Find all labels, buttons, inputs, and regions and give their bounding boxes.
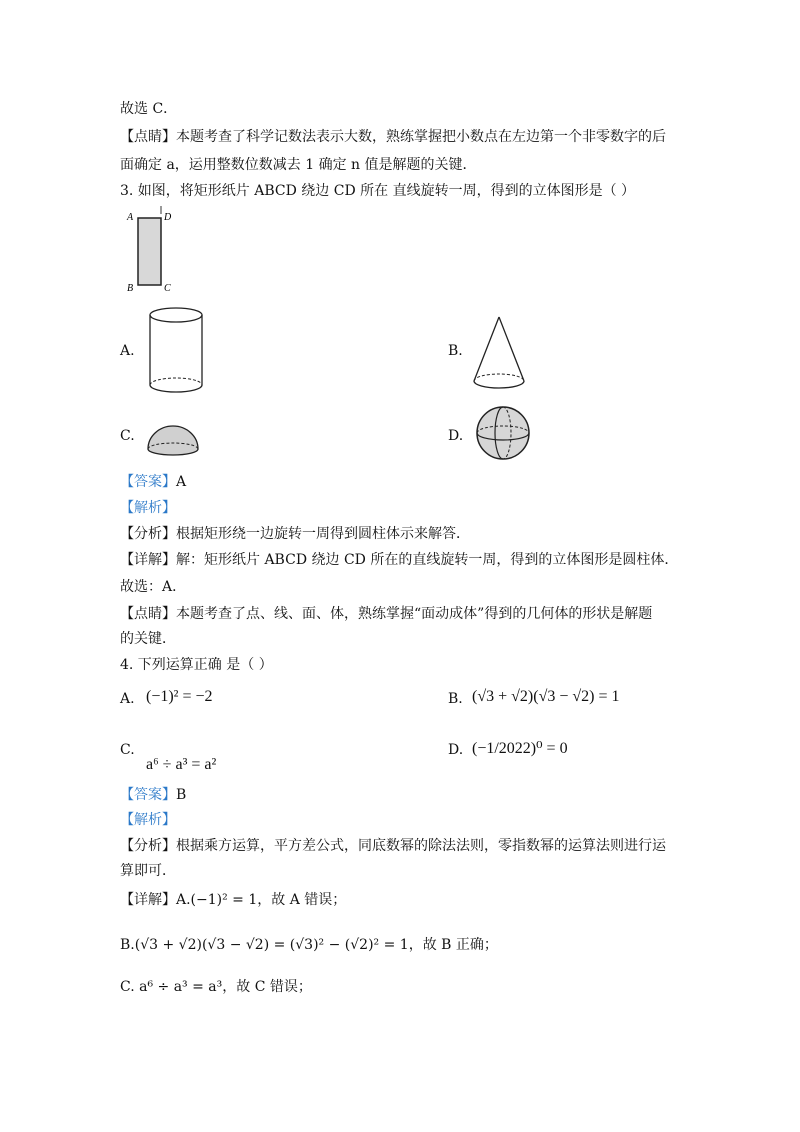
answer-value: B	[176, 787, 187, 803]
q4-option-a-label: A.	[120, 691, 135, 707]
label-B: B	[127, 283, 134, 294]
label-D: D	[164, 212, 172, 223]
cone-figure	[470, 313, 528, 397]
q4-option-d-label: D.	[448, 742, 464, 758]
hemisphere-figure	[145, 422, 201, 458]
q4-option-a-expr: (−1)² = −2	[146, 688, 213, 705]
analysis-tag: 【解析】	[120, 500, 176, 516]
detail-text: 【详解】解：矩形纸片 ABCD 绕边 CD 所在的直线旋转一周，得到的立体图形是圆柱体．	[120, 552, 679, 568]
q4-option-c-expr: a⁶ ÷ a³ = a²	[146, 756, 217, 773]
analysis-tag: 【解析】	[120, 812, 176, 828]
detail-c: C. a⁶ ÷ a³ = a³，故 C 错误；	[120, 979, 312, 995]
label-C: C	[164, 283, 171, 294]
detail-a: 【详解】A.(−1)² = 1，故 A 错误；	[120, 892, 347, 908]
q4-option-d-expr: (−1/2022)⁰ = 0	[472, 740, 568, 757]
label-A: A	[127, 212, 134, 223]
answer-tag: 【答案】	[120, 787, 176, 803]
rectangle-figure	[124, 206, 180, 296]
q4-option-c-label: C.	[120, 742, 135, 758]
answer-line	[120, 784, 186, 804]
sphere-figure	[474, 404, 532, 462]
text-line: 面确定 a，运用整数位数减去 1 确定 n 值是解题的关键．	[120, 157, 477, 173]
question-4-stem: 4. 下列运算正确 是（ ）	[120, 657, 273, 673]
comment-text: 【点睛】本题考查了点、线、面、体，熟练掌握“面动成体”得到的几何体的形状是解题	[120, 606, 653, 622]
analysis-text: 【分析】根据矩形绕一边旋转一周得到圆柱体示来解答．	[120, 526, 470, 542]
comment-text: 的关键．	[120, 631, 176, 647]
analysis-text: 算即可．	[120, 863, 176, 879]
option-c-label: C.	[120, 428, 135, 444]
answer-value: A	[176, 474, 187, 490]
choice-text: 故选：A．	[120, 579, 187, 595]
text-line: 故选 C．	[120, 101, 178, 117]
answer-tag: 【答案】	[120, 474, 176, 490]
q4-option-b-label: B.	[448, 691, 463, 707]
answer-line	[120, 471, 186, 491]
analysis-text: 【分析】根据乘方运算，平方差公式，同底数幂的除法法则，零指数幂的运算法则进行运	[120, 838, 666, 854]
option-d-label: D.	[448, 428, 464, 444]
cylinder-figure	[146, 305, 206, 397]
detail-b: B.(√3 + √2)(√3 − √2) = (√3)² − (√2)² = 1，故 B 正确；	[120, 937, 498, 953]
question-3-stem: 3. 如图，将矩形纸片 ABCD 绕边 CD 所在 直线旋转一周，得到的立体图形是（ ）	[120, 183, 636, 199]
q4-option-b-expr: (√3 + √2)(√3 − √2) = 1	[472, 688, 620, 705]
option-a-label: A.	[120, 343, 135, 359]
text-line: 【点睛】本题考查了科学记数法表示大数，熟练掌握把小数点在左边第一个非零数字的后	[120, 129, 666, 145]
option-b-label: B.	[448, 343, 463, 359]
